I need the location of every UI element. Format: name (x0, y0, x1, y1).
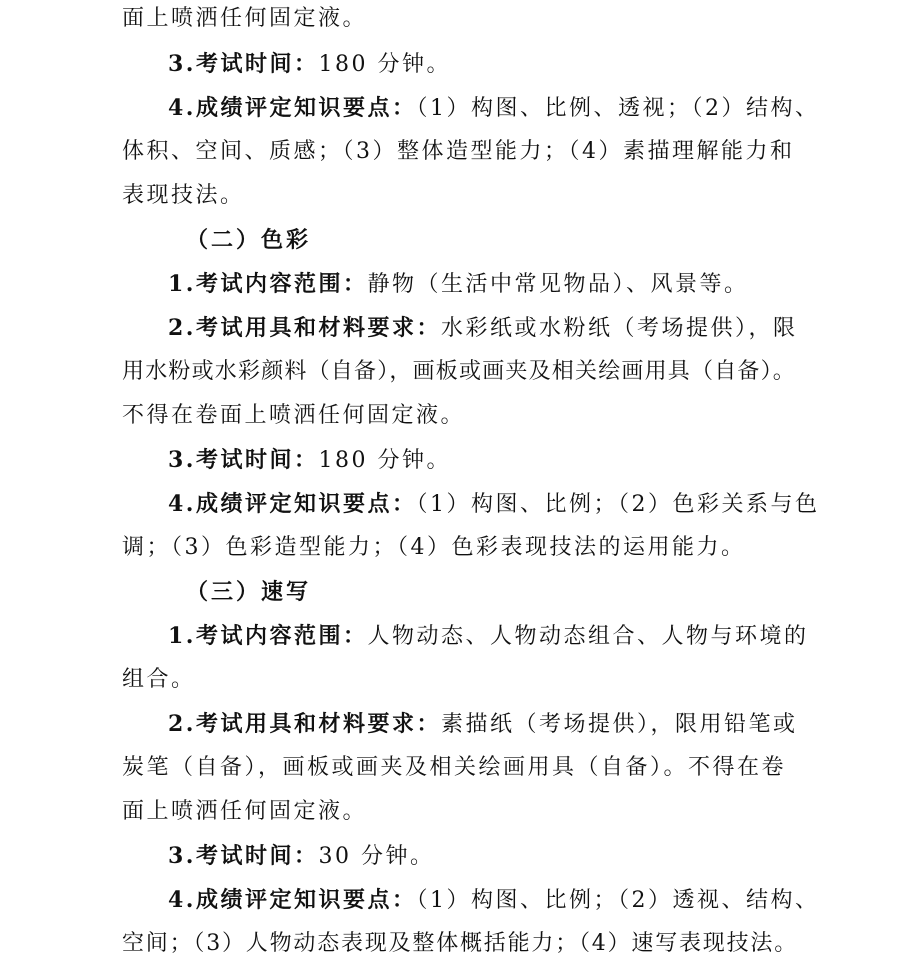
section-heading (186, 577, 311, 608)
line-text: 180 分钟。 (318, 448, 451, 473)
item-label: 3.考试时间： (168, 447, 319, 473)
section-heading-text: （三）速写 (186, 579, 312, 605)
paragraph-line (122, 357, 796, 387)
paragraph-line (122, 181, 245, 211)
paragraph-line (168, 709, 797, 740)
paragraph-line (122, 753, 786, 783)
paragraph-line (168, 445, 451, 476)
item-label: 2.考试用具和材料要求： (168, 315, 441, 341)
paragraph-line (122, 797, 367, 827)
line-text: 不得在卷面上喷洒任何固定液。 (122, 403, 466, 428)
section-heading-text: （二）色彩 (186, 227, 312, 253)
line-text: 空间；（3）人物动态表现及整体概括能力；（4）速写表现技法。 (122, 931, 798, 956)
line-text: 人物动态、人物动态组合、人物与环境的 (367, 624, 809, 649)
paragraph-line (122, 665, 196, 695)
paragraph-line (168, 621, 808, 652)
line-text: 表现技法。 (122, 183, 245, 208)
line-text: 体积、空间、质感；（3）整体造型能力；（4）素描理解能力和 (122, 139, 795, 164)
line-text: 用水粉或水彩颜料（自备），画板或画夹及相关绘画用具（自备）。 (122, 359, 797, 384)
line-text: 静物（生活中常见物品）、风景等。 (367, 272, 749, 297)
section-heading (186, 225, 311, 256)
item-label: 1.考试内容范围： (168, 623, 368, 649)
line-text: 炭笔（自备），画板或画夹及相关绘画用具（自备）。不得在卷 (122, 755, 787, 780)
item-label: 2.考试用具和材料要求： (168, 711, 441, 737)
item-label: 3.考试时间： (168, 51, 319, 77)
paragraph-line (168, 93, 819, 124)
paragraph-line (122, 137, 795, 167)
line-text: 水彩纸或水粉纸（考场提供），限 (440, 316, 798, 341)
paragraph-line (168, 841, 434, 872)
item-label: 4.成绩评定知识要点： (168, 491, 417, 517)
paragraph-line (168, 269, 748, 300)
line-text: 面上喷洒任何固定液。 (122, 6, 368, 31)
line-text: 180 分钟。 (318, 52, 451, 77)
paragraph-line (168, 49, 451, 80)
line-text: 面上喷洒任何固定液。 (122, 799, 368, 824)
paragraph-line (122, 4, 367, 34)
paragraph-line (122, 929, 798, 959)
paragraph-line (168, 313, 797, 344)
line-text: （1）构图、比例；（2）透视、结构、 (416, 888, 820, 913)
paragraph-line (122, 533, 746, 563)
line-text: 30 分钟。 (318, 844, 435, 869)
paragraph-line (122, 401, 465, 431)
item-label: 4.成绩评定知识要点： (168, 95, 417, 121)
item-label: 4.成绩评定知识要点： (168, 887, 417, 913)
item-label: 3.考试时间： (168, 843, 319, 869)
line-text: （1）构图、比例；（2）色彩关系与色 (416, 492, 820, 517)
line-text: 组合。 (122, 667, 196, 692)
line-text: 调；（3）色彩造型能力；（4）色彩表现技法的运用能力。 (122, 535, 746, 560)
item-label: 1.考试内容范围： (168, 271, 368, 297)
line-text: 素描纸（考场提供），限用铅笔或 (440, 712, 798, 737)
paragraph-line (168, 885, 819, 916)
paragraph-line (168, 489, 819, 520)
line-text: （1）构图、比例、透视；（2）结构、 (416, 96, 820, 121)
